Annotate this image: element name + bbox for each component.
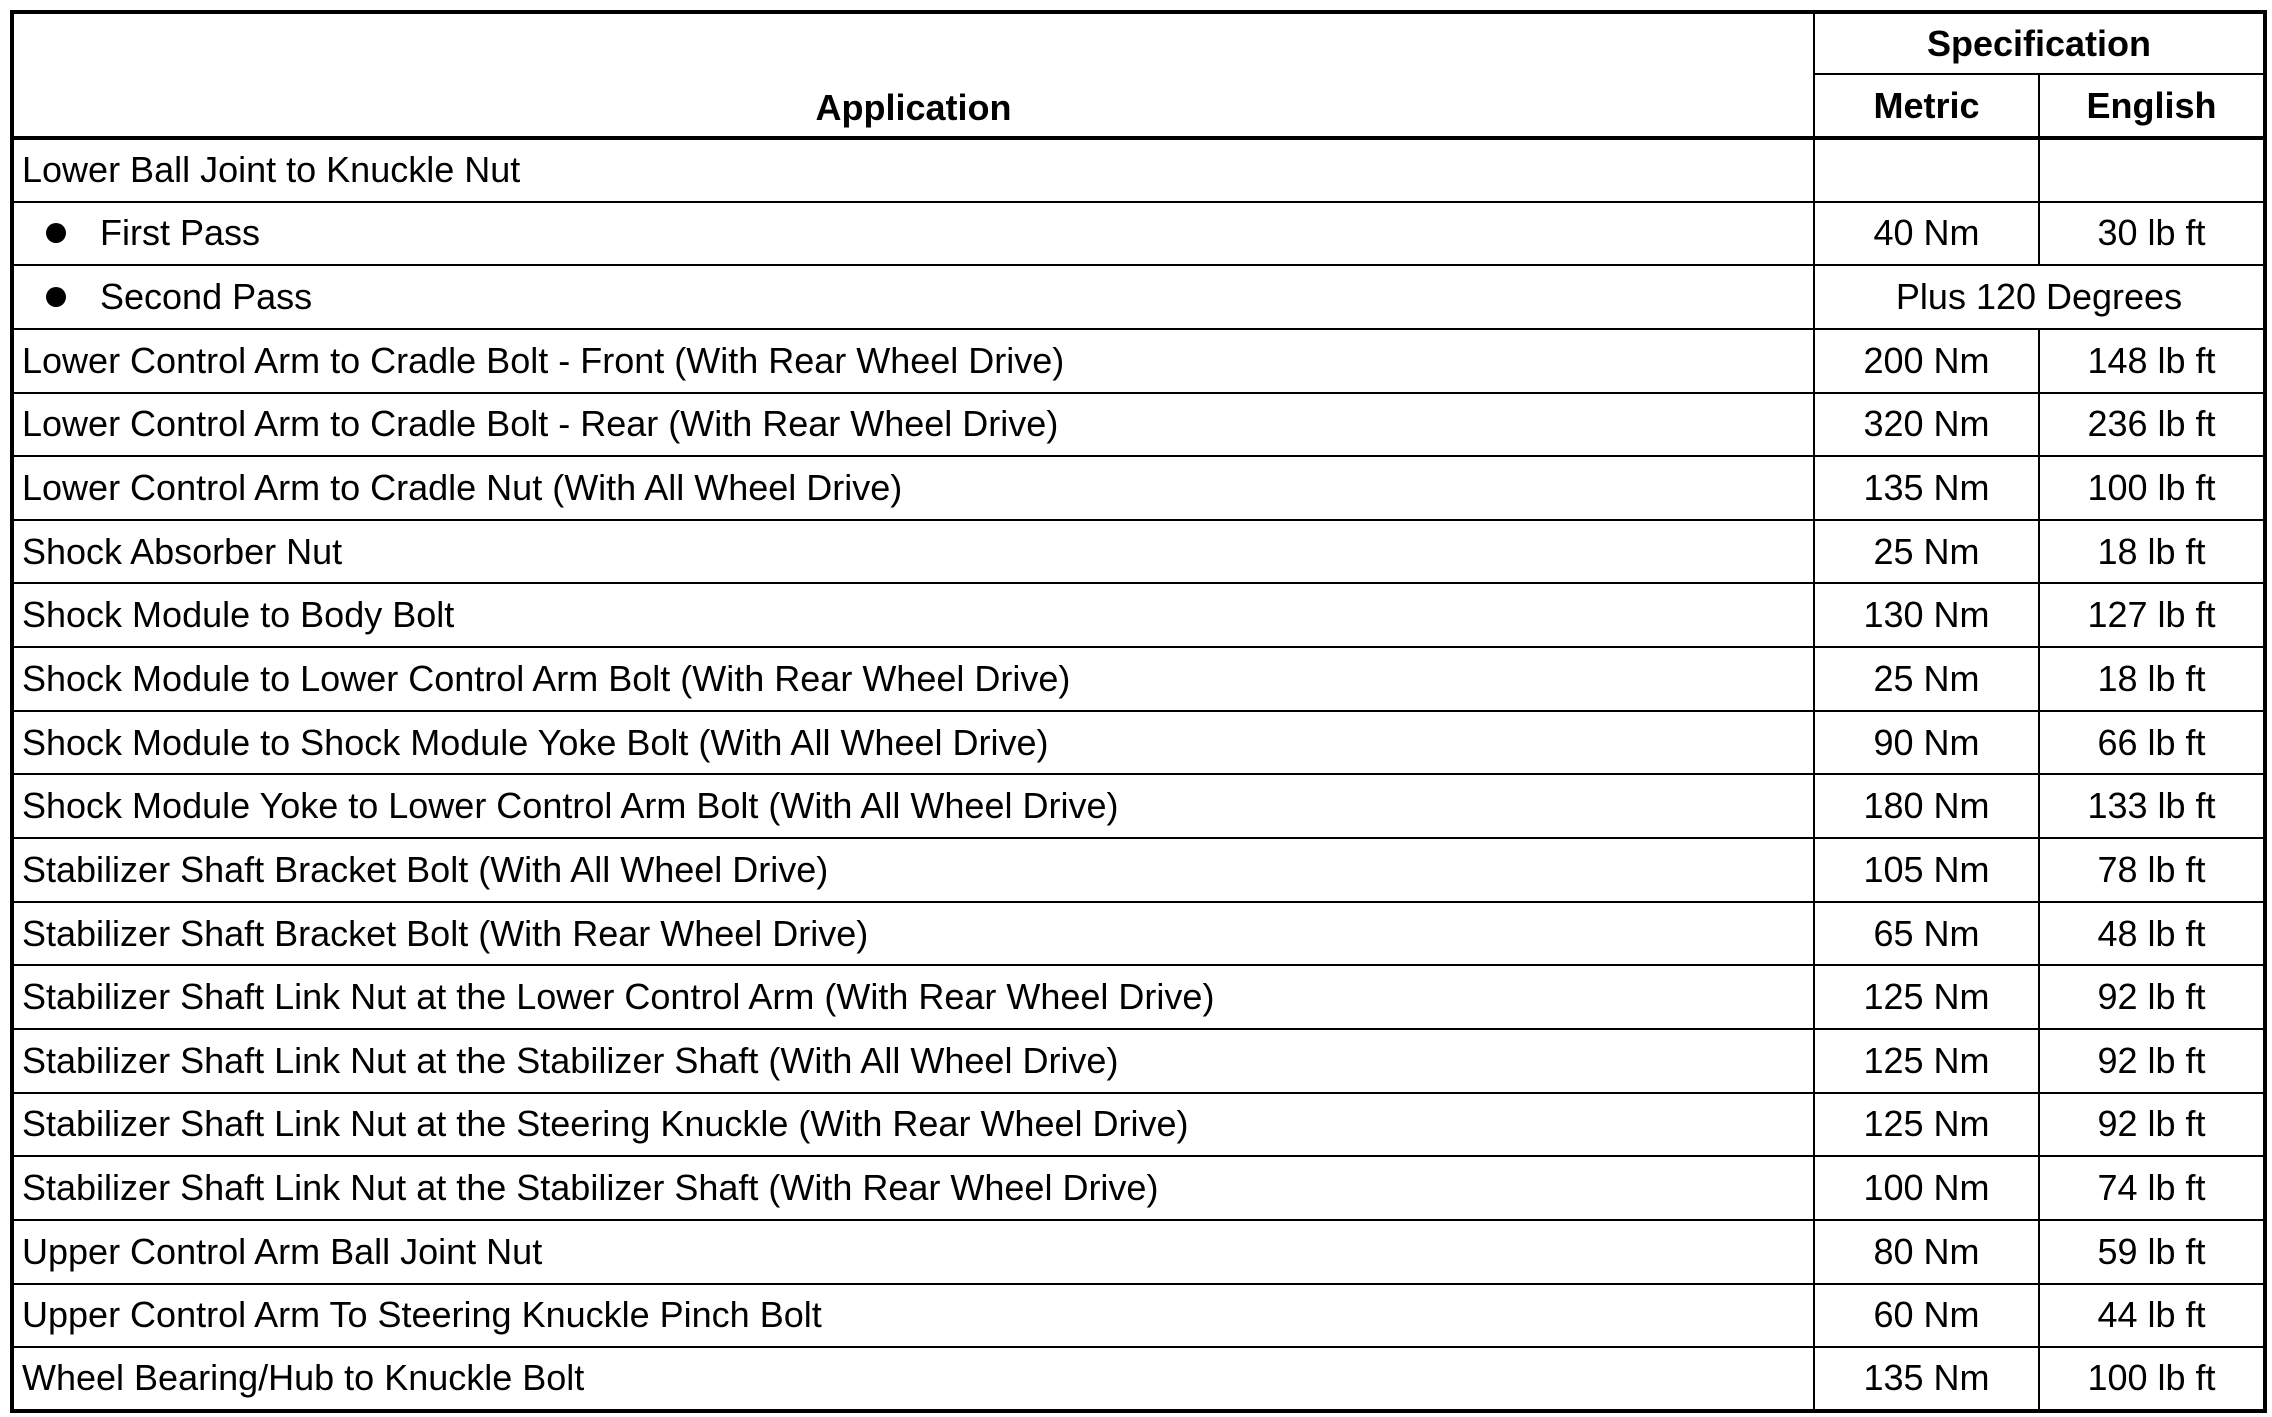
english-value-cell: 18 lb ft bbox=[2039, 520, 2265, 584]
english-value-cell: 92 lb ft bbox=[2039, 965, 2265, 1029]
table-body bbox=[12, 138, 2265, 1411]
table-row bbox=[12, 329, 2265, 393]
metric-value-cell: 320 Nm bbox=[1814, 393, 2039, 457]
table-row bbox=[12, 1347, 2265, 1411]
table-row bbox=[12, 1029, 2265, 1093]
metric-value-cell: 90 Nm bbox=[1814, 711, 2039, 775]
application-cell bbox=[12, 138, 1814, 202]
table-row bbox=[12, 838, 2265, 902]
application-cell bbox=[12, 647, 1814, 711]
metric-value-cell: 25 Nm bbox=[1814, 520, 2039, 584]
english-value-cell: 92 lb ft bbox=[2039, 1093, 2265, 1157]
header-row-top bbox=[12, 12, 2265, 74]
bullet-icon bbox=[46, 223, 66, 243]
table-row bbox=[12, 393, 2265, 457]
english-value-cell: 48 lb ft bbox=[2039, 902, 2265, 966]
application-cell bbox=[12, 711, 1814, 775]
application-label: First Pass bbox=[100, 212, 261, 254]
application-cell bbox=[12, 838, 1814, 902]
metric-value-cell: 135 Nm bbox=[1814, 1347, 2039, 1411]
table-row bbox=[12, 902, 2265, 966]
application-label: Shock Absorber Nut bbox=[22, 530, 343, 572]
english-value-cell: 100 lb ft bbox=[2039, 1347, 2265, 1411]
table-row bbox=[12, 1093, 2265, 1157]
application-label: Stabilizer Shaft Link Nut at the Lower Control Arm (With Rear Wheel Drive) bbox=[22, 976, 1215, 1018]
torque-specification-table bbox=[10, 10, 2267, 1413]
metric-value-cell: 40 Nm bbox=[1814, 202, 2039, 266]
application-cell bbox=[12, 965, 1814, 1029]
application-cell bbox=[12, 265, 1814, 329]
english-value-cell: 236 lb ft bbox=[2039, 393, 2265, 457]
metric-value-cell: 25 Nm bbox=[1814, 647, 2039, 711]
table-header bbox=[12, 12, 2265, 138]
english-column-header: English bbox=[2039, 74, 2265, 138]
table-row bbox=[12, 583, 2265, 647]
application-cell bbox=[12, 456, 1814, 520]
table-row bbox=[12, 1220, 2265, 1284]
table-row bbox=[12, 520, 2265, 584]
metric-value-cell: 125 Nm bbox=[1814, 1093, 2039, 1157]
table-row bbox=[12, 647, 2265, 711]
application-label: Wheel Bearing/Hub to Knuckle Bolt bbox=[22, 1357, 585, 1399]
metric-value-cell: 180 Nm bbox=[1814, 774, 2039, 838]
metric-value-cell: 125 Nm bbox=[1814, 1029, 2039, 1093]
english-value-cell: 74 lb ft bbox=[2039, 1156, 2265, 1220]
application-label: Stabilizer Shaft Link Nut at the Stabilizer Shaft (With Rear Wheel Drive) bbox=[22, 1167, 1159, 1209]
metric-value-cell: 200 Nm bbox=[1814, 329, 2039, 393]
english-value-cell: 66 lb ft bbox=[2039, 711, 2265, 775]
english-value-cell: 30 lb ft bbox=[2039, 202, 2265, 266]
metric-value-cell: 100 Nm bbox=[1814, 1156, 2039, 1220]
application-label: Lower Control Arm to Cradle Nut (With All Wheel Drive) bbox=[22, 467, 903, 509]
metric-value-cell: 80 Nm bbox=[1814, 1220, 2039, 1284]
english-value-cell: 18 lb ft bbox=[2039, 647, 2265, 711]
metric-value-cell bbox=[1814, 138, 2039, 202]
english-value-cell: 44 lb ft bbox=[2039, 1284, 2265, 1348]
application-label: Upper Control Arm To Steering Knuckle Pinch Bolt bbox=[22, 1294, 822, 1336]
english-value-cell: 59 lb ft bbox=[2039, 1220, 2265, 1284]
application-label: Lower Control Arm to Cradle Bolt - Front (With Rear Wheel Drive) bbox=[22, 339, 1065, 381]
english-value-cell: 78 lb ft bbox=[2039, 838, 2265, 902]
application-cell bbox=[12, 902, 1814, 966]
english-value-cell bbox=[2039, 138, 2265, 202]
table-row bbox=[12, 265, 2265, 329]
metric-value-cell: 125 Nm bbox=[1814, 965, 2039, 1029]
table-row bbox=[12, 965, 2265, 1029]
english-value-cell: 127 lb ft bbox=[2039, 583, 2265, 647]
table-row bbox=[12, 711, 2265, 775]
table-row bbox=[12, 202, 2265, 266]
application-label: Stabilizer Shaft Link Nut at the Stabilizer Shaft (With All Wheel Drive) bbox=[22, 1039, 1119, 1081]
metric-column-header: Metric bbox=[1814, 74, 2039, 138]
application-label: Lower Ball Joint to Knuckle Nut bbox=[22, 149, 521, 191]
table-row bbox=[12, 1156, 2265, 1220]
application-cell bbox=[12, 1156, 1814, 1220]
metric-value-cell: 60 Nm bbox=[1814, 1284, 2039, 1348]
metric-value-cell: 135 Nm bbox=[1814, 456, 2039, 520]
application-label: Shock Module to Shock Module Yoke Bolt (With All Wheel Drive) bbox=[22, 721, 1049, 763]
application-cell bbox=[12, 393, 1814, 457]
application-label: Stabilizer Shaft Link Nut at the Steering Knuckle (With Rear Wheel Drive) bbox=[22, 1103, 1189, 1145]
application-cell bbox=[12, 583, 1814, 647]
application-cell bbox=[12, 774, 1814, 838]
specification-column-header: Specification bbox=[1814, 12, 2265, 74]
table-row bbox=[12, 774, 2265, 838]
application-label: Second Pass bbox=[100, 276, 313, 318]
specification-combined-cell: Plus 120 Degrees bbox=[1814, 265, 2265, 329]
application-cell bbox=[12, 1284, 1814, 1348]
table-row bbox=[12, 1284, 2265, 1348]
application-cell bbox=[12, 202, 1814, 266]
application-label: Stabilizer Shaft Bracket Bolt (With Rear Wheel Drive) bbox=[22, 912, 869, 954]
bullet-icon bbox=[46, 287, 66, 307]
application-cell bbox=[12, 329, 1814, 393]
english-value-cell: 92 lb ft bbox=[2039, 1029, 2265, 1093]
table-row bbox=[12, 456, 2265, 520]
metric-value-cell: 105 Nm bbox=[1814, 838, 2039, 902]
application-column-header: Application bbox=[12, 12, 1814, 138]
metric-value-cell: 130 Nm bbox=[1814, 583, 2039, 647]
application-label: Stabilizer Shaft Bracket Bolt (With All Wheel Drive) bbox=[22, 848, 829, 890]
english-value-cell: 148 lb ft bbox=[2039, 329, 2265, 393]
application-cell bbox=[12, 1093, 1814, 1157]
english-value-cell: 133 lb ft bbox=[2039, 774, 2265, 838]
application-label: Shock Module to Lower Control Arm Bolt (With Rear Wheel Drive) bbox=[22, 657, 1071, 699]
table-row bbox=[12, 138, 2265, 202]
application-cell bbox=[12, 1347, 1814, 1411]
application-cell bbox=[12, 520, 1814, 584]
application-label: Upper Control Arm Ball Joint Nut bbox=[22, 1230, 543, 1272]
application-cell bbox=[12, 1029, 1814, 1093]
application-label: Shock Module Yoke to Lower Control Arm Bolt (With All Wheel Drive) bbox=[22, 785, 1119, 827]
application-label: Shock Module to Body Bolt bbox=[22, 594, 455, 636]
english-value-cell: 100 lb ft bbox=[2039, 456, 2265, 520]
application-cell bbox=[12, 1220, 1814, 1284]
metric-value-cell: 65 Nm bbox=[1814, 902, 2039, 966]
application-label: Lower Control Arm to Cradle Bolt - Rear (With Rear Wheel Drive) bbox=[22, 403, 1059, 445]
